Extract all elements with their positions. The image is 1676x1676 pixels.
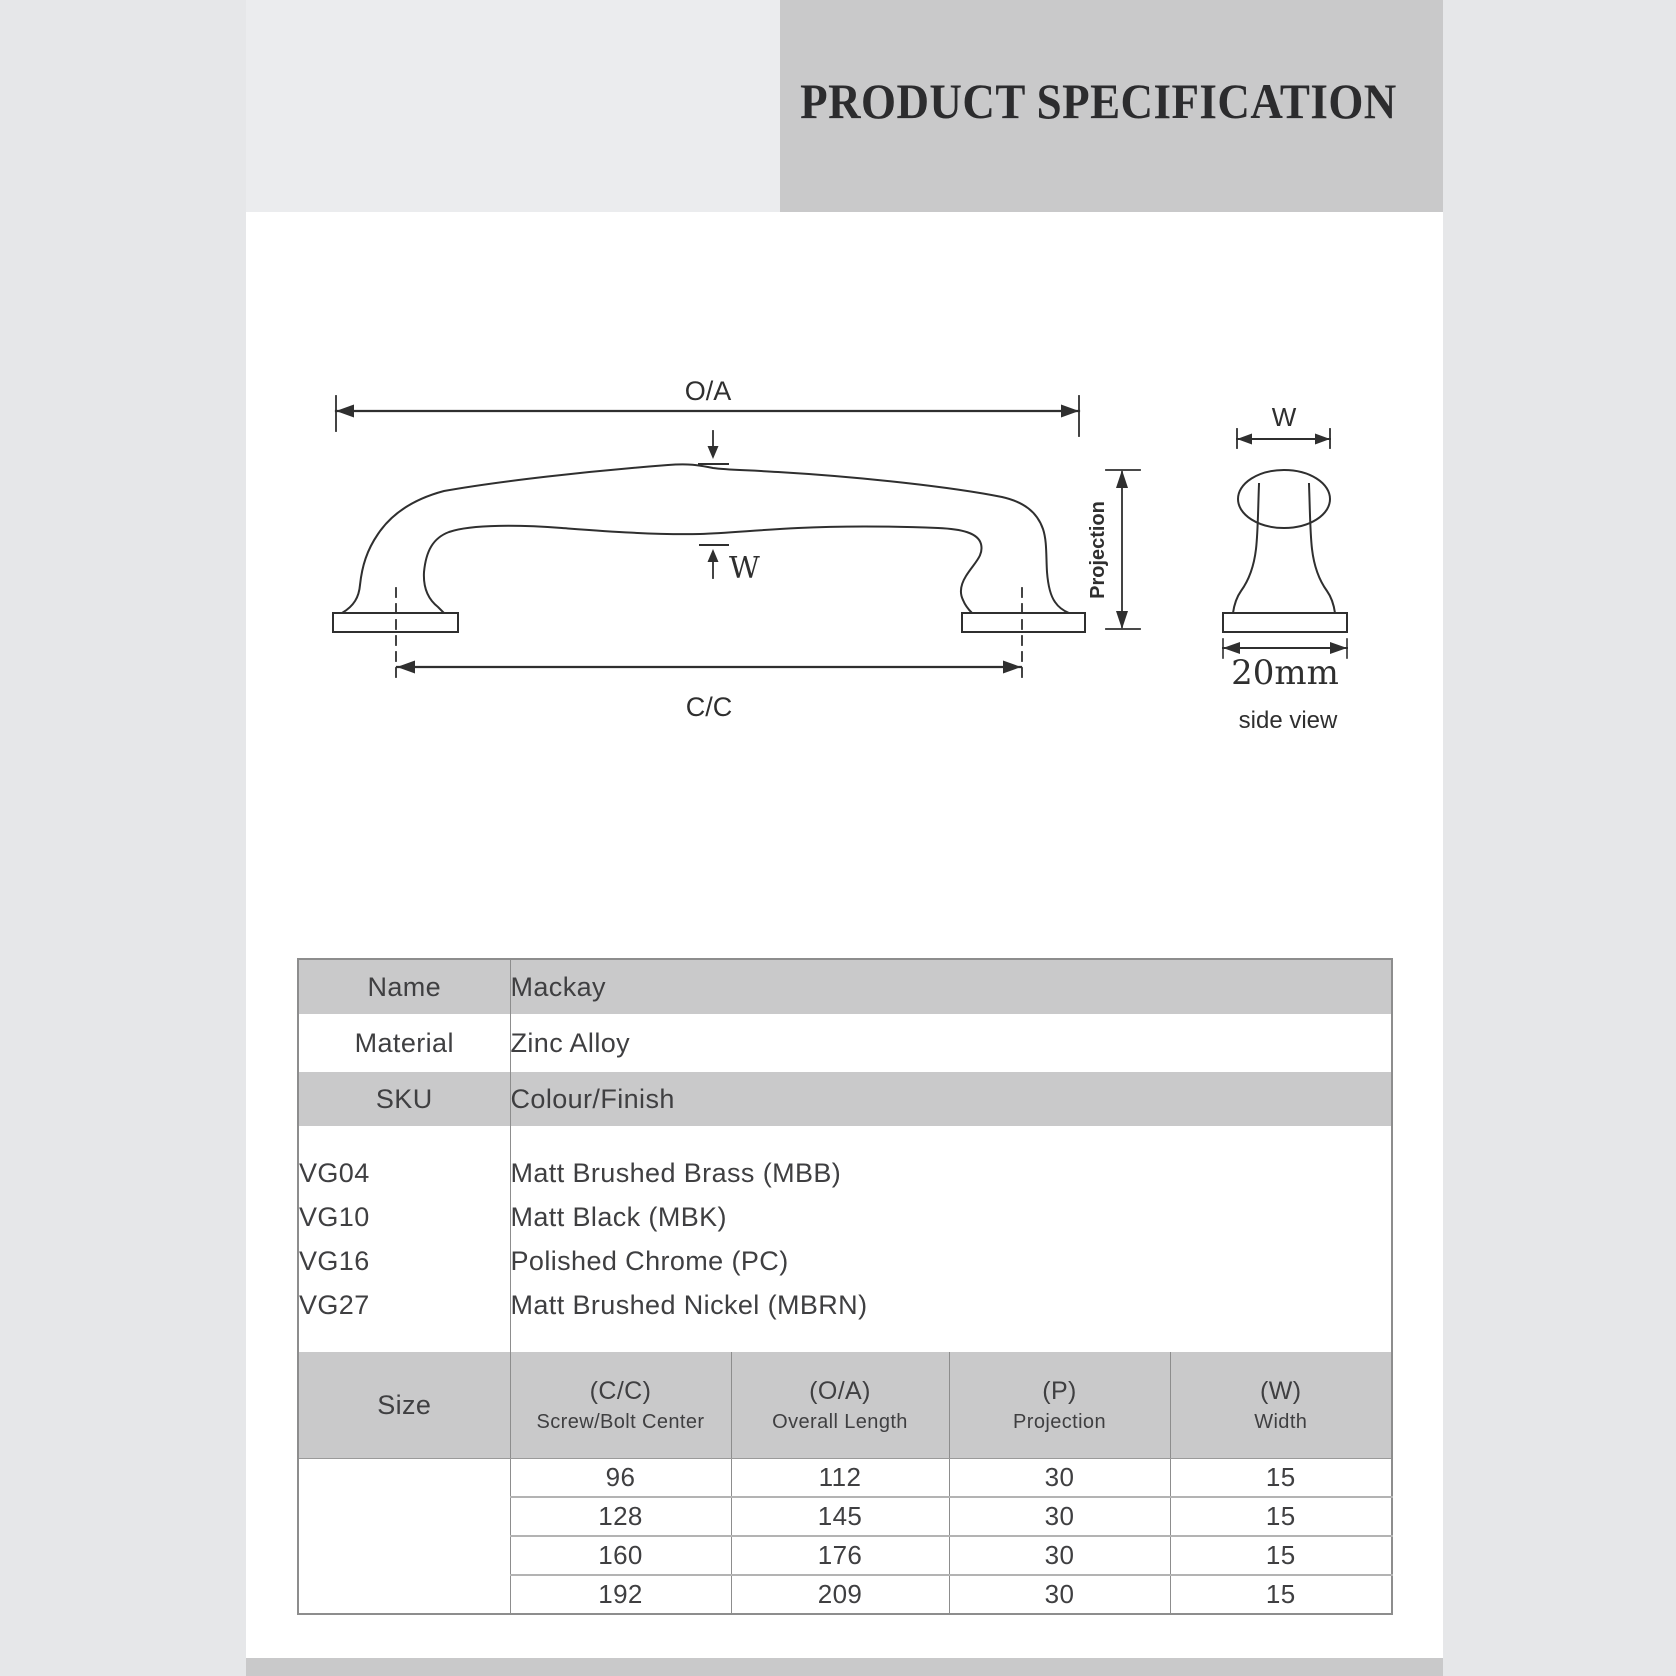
oa-dimension — [336, 376, 1079, 436]
handle-outline — [342, 464, 1069, 613]
sku-code: VG27 — [299, 1290, 370, 1320]
spec-table — [297, 958, 1393, 1615]
sku-code: VG04 — [299, 1158, 370, 1188]
material-value: Zinc Alloy — [510, 1027, 631, 1058]
base-width-dimension — [1223, 639, 1347, 693]
bottom-band — [246, 1658, 1443, 1676]
sku-finish: Matt Brushed Nickel (MBRN) — [510, 1290, 868, 1320]
handle-technical-drawing — [300, 360, 1400, 760]
front-view — [333, 376, 1140, 722]
side-view-caption: side view — [1238, 707, 1338, 734]
cc-label: C/C — [685, 692, 733, 722]
size-value: 128 — [510, 1497, 731, 1536]
size-value: 30 — [949, 1536, 1170, 1575]
table-row-material — [298, 1014, 1392, 1072]
cc-dimension — [396, 588, 1022, 722]
right-base-plate — [962, 613, 1085, 632]
size-column-p — [949, 1352, 1170, 1459]
name-value: Mackay — [510, 971, 606, 1002]
size-value: 15 — [1170, 1497, 1392, 1536]
size-value: 30 — [949, 1575, 1170, 1614]
table-row-name — [298, 959, 1392, 1014]
sku-finish: Polished Chrome (PC) — [510, 1246, 789, 1276]
size-value: 15 — [1170, 1536, 1392, 1575]
size-col-desc: Projection — [1013, 1410, 1106, 1433]
size-value: 30 — [949, 1459, 1170, 1498]
sku-code: VG16 — [299, 1246, 370, 1276]
size-col-abbr: (W) — [1260, 1376, 1302, 1405]
side-stem — [1233, 484, 1335, 613]
finish-header: Colour/Finish — [510, 1083, 675, 1114]
size-value: 192 — [510, 1575, 731, 1614]
name-label: Name — [298, 959, 510, 1014]
size-row — [298, 1459, 1392, 1498]
sku-finish: Matt Brushed Brass (MBB) — [510, 1158, 842, 1188]
side-head — [1238, 470, 1330, 528]
size-value: 209 — [731, 1575, 949, 1614]
table-row-size-header — [298, 1352, 1392, 1459]
size-value: 30 — [949, 1497, 1170, 1536]
size-label: Size — [298, 1352, 510, 1459]
table-row-sku-list — [298, 1126, 1392, 1352]
size-value: 112 — [731, 1459, 949, 1498]
size-value: 145 — [731, 1497, 949, 1536]
sku-label: SKU — [298, 1072, 510, 1126]
content-card — [246, 212, 1443, 1658]
table-row-sku-header — [298, 1072, 1392, 1126]
page-title: PRODUCT SPECIFICATION — [800, 73, 1397, 129]
side-view — [1223, 402, 1347, 734]
bar-width-label: W — [729, 551, 760, 586]
sku-finish-list — [510, 1126, 1392, 1352]
top-pointer-arrow — [699, 431, 728, 464]
sku-finish: Matt Black (MBK) — [510, 1202, 727, 1232]
oa-label: O/A — [684, 376, 732, 406]
size-column-w — [1170, 1352, 1392, 1459]
size-col-desc: Overall Length — [772, 1410, 908, 1433]
size-value: 160 — [510, 1536, 731, 1575]
bar-width-marker — [700, 545, 760, 586]
sku-code-list — [298, 1126, 510, 1352]
size-col-abbr: (C/C) — [589, 1376, 652, 1405]
side-width-dimension — [1237, 402, 1330, 448]
size-value: 15 — [1170, 1459, 1392, 1498]
projection-label: Projection — [1087, 501, 1109, 599]
size-col-desc: Screw/Bolt Center — [536, 1410, 705, 1433]
base-width-label: 20mm — [1231, 653, 1339, 693]
size-value: 15 — [1170, 1575, 1392, 1614]
size-col-abbr: (O/A) — [809, 1376, 871, 1405]
size-column-oa — [731, 1352, 949, 1459]
material-label: Material — [298, 1014, 510, 1072]
sku-code: VG10 — [299, 1202, 370, 1232]
side-base-plate — [1223, 613, 1347, 632]
size-value: 96 — [510, 1459, 731, 1498]
size-value: 176 — [731, 1536, 949, 1575]
size-col-abbr: (P) — [1042, 1376, 1077, 1405]
size-row-spacer — [298, 1459, 510, 1615]
side-width-label: W — [1271, 402, 1297, 432]
size-col-desc: Width — [1254, 1410, 1308, 1433]
title-band — [780, 0, 1443, 212]
projection-dimension — [1087, 470, 1140, 629]
top-left-panel — [246, 0, 780, 212]
size-column-cc — [510, 1352, 731, 1459]
